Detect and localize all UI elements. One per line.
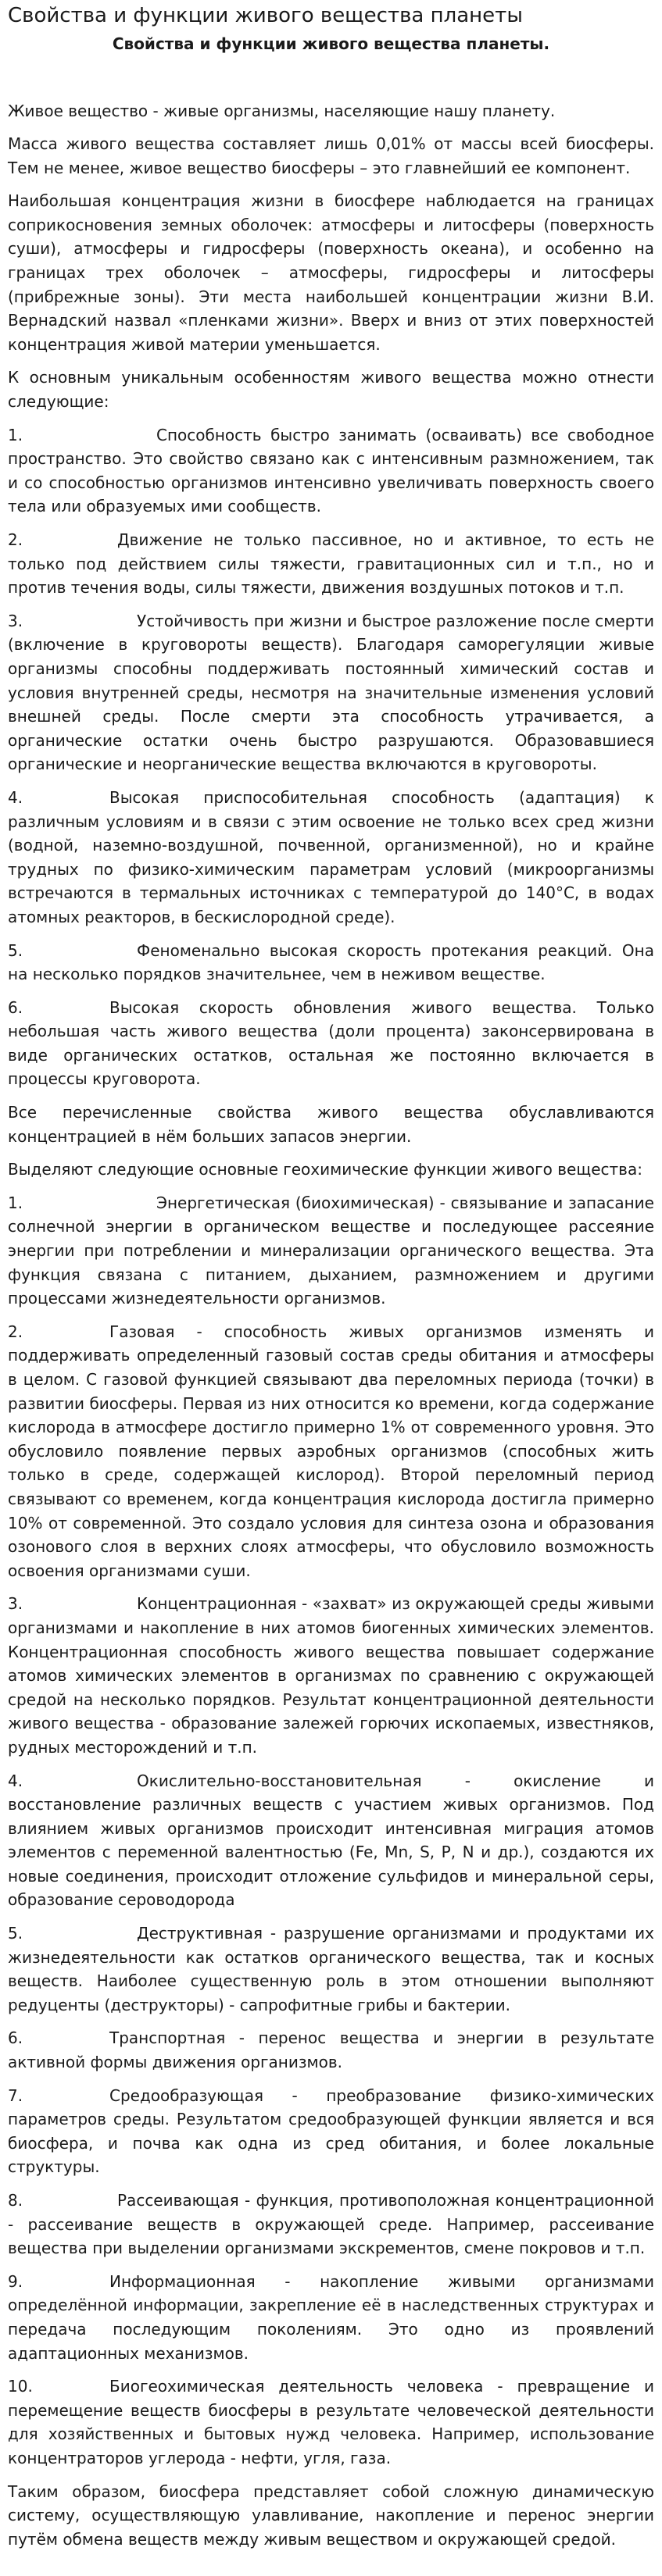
item-text: Информационная - накопление живыми организмами определённой информации, закрепление её в наследственных структурах и передача последующим поколениям. Это одно из проявлений адаптационных механизмов.: [8, 2271, 654, 2363]
item-number: 2.: [8, 1322, 23, 1341]
item-text: Деструктивная - разрушение организмами и продуктами их жизнедеятельности как остатков органического вещества, так и косных веществ. Наиболее существенную роль в этом отношении выполняют редуценты (деструкторы) - сапрофитные грибы и бактерии.: [8, 1924, 654, 2014]
item-text: Рассеивающая - функция, противоположная концентрационной - рассеивание веществ в окружающей среде. Например, рассеивание вещества при выделении организмами экскрементов, смене покровов и т.п.: [8, 2191, 654, 2258]
item-number: 4.: [8, 787, 23, 807]
item-text: Транспортная - перенос вещества и энергии в результате активной формы движения организмов.: [8, 2028, 654, 2072]
item-number: 5.: [8, 1924, 23, 1943]
item-text: Высокая приспособительная способность (адаптация) к различным условиям и в связи с этим освоение не только всех сред жизни (водной, наземно-воздушной, почвенной, организменной), но и крайне трудных по физико-химическим параметрам условий (микроорганизмы встречаются в термальных источниках с температурой до 140°С, в водах атомных реакторов, в бескислородной среде).: [8, 787, 654, 926]
item-number: 7.: [8, 2085, 23, 2105]
item-text: Высокая скорость обновления живого вещества. Только небольшая часть живого вещества (доли процента) законсервирована в виде органических остатков, остальная же постоянно включается в процессы круговорота.: [8, 997, 654, 1089]
functions-intro: Выделяют следующие основные геохимические функции живого вещества:: [8, 1160, 642, 1179]
item-text: Средообразующая - преобразование физико-химических параметров среды. Результатом средообразующей функции является и вся биосфера, и почва как одна из сред обитания, и более локальные структуры.: [8, 2085, 654, 2177]
item-number: 3.: [8, 611, 23, 630]
item-text: Способность быстро занимать (осваивать) все свободное пространство. Это свойство связано как с интенсивным размножением, так и со способностью организмов интенсивно увеличивать поверхность своего тела или образуемых ими сообществ.: [8, 425, 654, 516]
function-item: [8, 2270, 654, 2365]
property-item: [8, 939, 654, 987]
intro-paragraph: Живое вещество - живые организмы, населяющие нашу планету.: [8, 101, 556, 120]
conclusion-paragraph: Таким образом, биосфера представляет собой сложную динамическую систему, осуществляющую улавливание, накопление и перенос энергии путём обмена веществ между живым веществом и окружающей средой.: [8, 2481, 654, 2549]
item-number: 3.: [8, 1594, 23, 1614]
intro-paragraph: К основным уникальным особенностям живого вещества можно отнести следующие:: [8, 368, 654, 412]
item-text: Окислительно-восстановительная - окисление и восстановление различных веществ с участием живых организмов. Под влиянием живых организмов происходит интенсивная миграция атомов элементов с переменной валентностью (Fe, Mn, S, P, N и др.), создаются их новые соединения, происходит отложение сульфидов и минеральной серы, образование сероводорода: [8, 1771, 654, 1910]
item-text: Движение не только пассивное, но и активное, то есть не только под действием силы тяжести, гравитационных сил и т.п., но и против течения воды, силы тяжести, движения воздушных потоков и т.п.: [8, 530, 654, 598]
function-item: [8, 2084, 654, 2179]
page-title: Свойства и функции живого вещества планеты: [8, 4, 523, 27]
item-number: 1.: [8, 1193, 23, 1212]
intro-paragraph: Масса живого вещества составляет лишь 0,01% от массы всей биосферы. Тем не менее, живое вещество биосферы – это главнейший ее компонент.: [8, 134, 654, 177]
function-item: [8, 1320, 654, 1583]
item-number: 8.: [8, 2191, 23, 2210]
item-number: 10.: [8, 2377, 33, 2396]
article-subtitle: Свойства и функции живого вещества планеты.: [112, 34, 550, 53]
property-item: [8, 786, 654, 929]
item-number: 6.: [8, 2028, 23, 2048]
item-text: Феноменально высокая скорость протекания реакций. Она на несколько порядков значительнее, чем в неживом веществе.: [8, 940, 654, 984]
intro-paragraph: Наибольшая концентрация жизни в биосфере наблюдается на границах соприкосновения земных оболочек: атмосферы и литосферы (поверхность суши), атмосферы и гидросферы (поверхность океана), и особенно на границах трех оболочек – атмосферы, гидросферы и литосферы (прибрежные зоны). Эти места наибольшей концентрации жизни В.И. Вернадский назвал «пленками жизни». Вверх и вниз от этих поверхностей концентрация живой материи уменьшается.: [8, 191, 654, 354]
function-item: [8, 1592, 654, 1759]
property-item: [8, 996, 654, 1091]
item-number: 1.: [8, 425, 23, 444]
item-text: Газовая - способность живых организмов изменять и поддерживать определенный газовый состав среды обитания и атмосферы в целом. С газовой функцией связывают два переломных периода (точки) в развитии биосферы. Первая из них относится ко времени, когда содержание кислорода в атмосфере достигло примерно 1% от современного уровня. Это обусловило появление первых аэробных организмов (способных жить только в среде, содержащей кислород). Второй переломный период связывают со временем, когда концентрация кислорода достигла примерно 10% от современной. Это создало условия для синтеза озона и образования озонового слоя в верхних слоях атмосферы, что обусловило возможность освоения организмами суши.: [8, 1322, 654, 1580]
item-text: Биогеохимическая деятельность человека - превращение и перемещение веществ биосферы в результате человеческой деятельности для хозяйственных и бытовых нужд человека. Например, использование концентраторов углерода - нефти, угля, газа.: [8, 2377, 654, 2467]
function-item: [8, 2189, 654, 2260]
item-text: Концентрационная - «захват» из окружающей среды живыми организмами и накопление в них атомов биогенных химических элементов. Концентрационная способность живого вещества повышает содержание атомов химических элементов в организмах по сравнению с окружающей средой на несколько порядков. Результат концентрационной деятельности живого вещества - образование залежей горючих ископаемых, известняков, рудных месторождений и т.п.: [8, 1594, 654, 1757]
function-item: [8, 1921, 654, 2017]
item-number: 6.: [8, 997, 23, 1017]
property-item: [8, 423, 654, 519]
item-number: 9.: [8, 2271, 23, 2291]
item-number: 5.: [8, 940, 23, 960]
function-item: [8, 2374, 654, 2470]
summary-paragraph: Все перечисленные свойства живого вещества обуславливаются концентрацией в нём больших запасов энергии.: [8, 1103, 654, 1146]
property-item: [8, 528, 654, 600]
item-text: Устойчивость при жизни и быстрое разложение после смерти (включение в круговороты веществ). Благодаря саморегуляции живые организмы способны поддерживать постоянный химический состав и условия внутренней среды, несмотря на значительные изменения условий внешней среды. После смерти эта способность утрачивается, а органические остатки очень быстро разрушаются. Образовавшиеся органические и неорганические вещества включаются в круговороты.: [8, 611, 654, 774]
item-number: 2.: [8, 530, 23, 549]
function-item: [8, 1769, 654, 1913]
property-item: [8, 609, 654, 776]
function-item: [8, 1191, 654, 1311]
item-text: Энергетическая (биохимическая) - связывание и запасание солнечной энергии в органическом веществе и последующее рассеяние энергии при потреблении и минерализации органического вещества. Эта функция связана с питанием, дыханием, размножением и другими процессами жизнедеятельности организмов.: [8, 1193, 654, 1308]
item-number: 4.: [8, 1771, 23, 1790]
function-item: [8, 2026, 654, 2074]
